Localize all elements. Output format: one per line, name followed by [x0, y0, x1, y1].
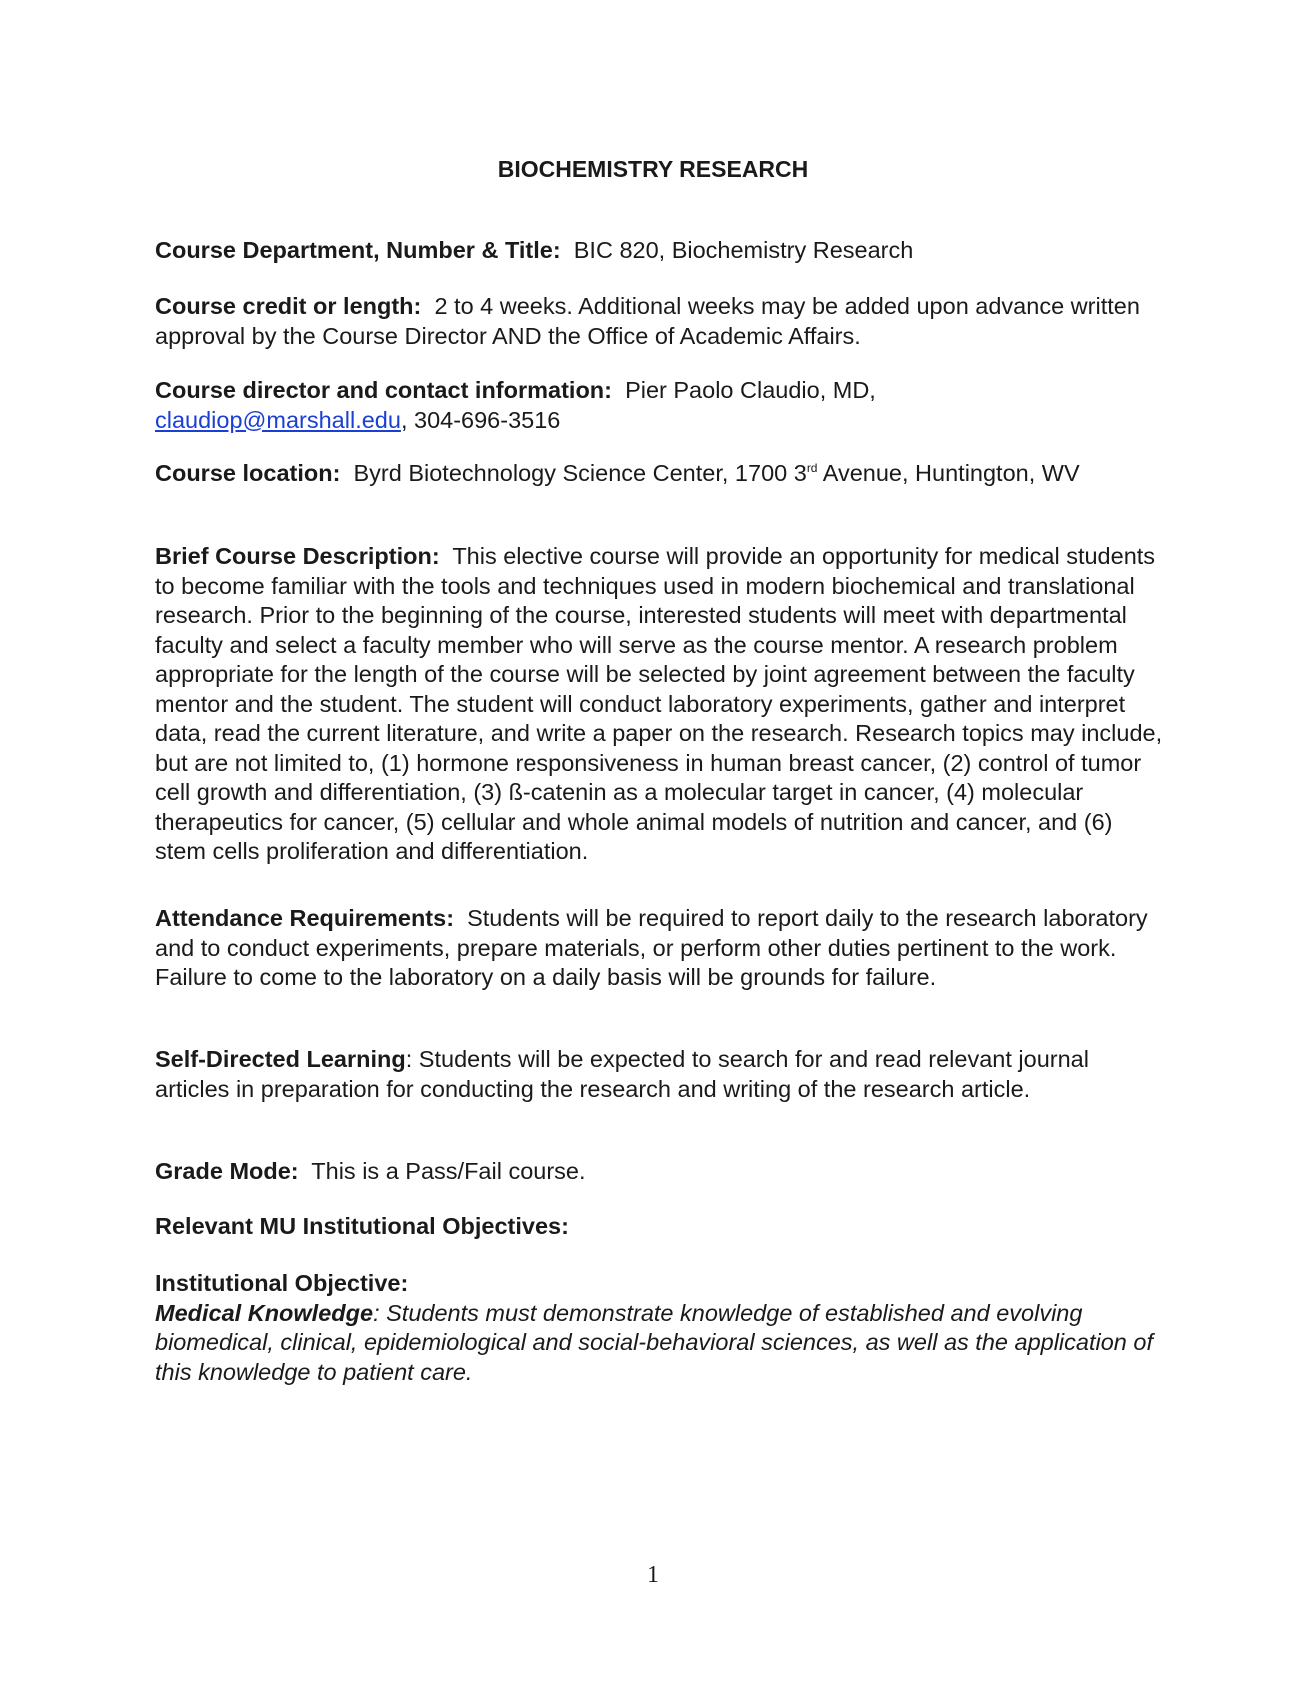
director-section — [155, 376, 1165, 435]
objective-value: : Students must demonstrate knowledge of established and evolving biomedical, clinical, epidemiological and social-behavioral sciences, as well as the application of this knowledge to patient care. — [155, 1299, 1153, 1385]
credit-label: Course credit or length: — [155, 293, 422, 319]
location-label: Course location: — [155, 460, 341, 486]
grade-mode-section — [155, 1157, 1165, 1187]
director-label: Course director and contact information: — [155, 377, 612, 403]
director-name: Pier Paolo Claudio, MD, — [625, 377, 876, 403]
objective-label: Medical Knowledge — [155, 1299, 374, 1326]
objectives-heading: Relevant MU Institutional Objectives: — [155, 1213, 569, 1239]
director-phone: , 304-696-3516 — [400, 406, 561, 433]
document-title: BIOCHEMISTRY RESEARCH — [497, 156, 809, 182]
objective-section — [155, 1269, 1165, 1387]
location-section — [155, 459, 1165, 489]
credit-section — [155, 292, 1165, 351]
self-directed-label: Self-Directed Learning — [155, 1046, 406, 1072]
page-number: 1 — [647, 1562, 659, 1588]
grade-mode-value: This is a Pass/Fail course. — [311, 1158, 586, 1184]
location-value-end: Avenue, Huntington, WV — [817, 460, 1080, 486]
director-email-link[interactable]: claudiop@marshall.edu — [155, 406, 401, 433]
attendance-section — [155, 904, 1165, 993]
location-superscript: rd — [806, 461, 818, 476]
course-title-value: BIC 820, Biochemistry Research — [573, 237, 914, 263]
course-title-section — [155, 236, 1165, 266]
credit-value: 2 to 4 weeks. Additional weeks may be added upon advance written approval by the Course Director AND the Office of Academic Affairs. — [155, 293, 1140, 349]
grade-mode-label: Grade Mode: — [155, 1158, 299, 1184]
description-label: Brief Course Description: — [155, 543, 440, 569]
objective-heading: Institutional Objective: — [155, 1270, 409, 1296]
self-directed-section — [155, 1045, 1165, 1104]
description-section — [155, 542, 1165, 867]
self-directed-value: : Students will be expected to search for and read relevant journal articles in preparation for conducting the research and writing of the research article. — [155, 1046, 1089, 1102]
attendance-value: Students will be required to report daily to the research laboratory and to conduct experiments, prepare materials, or perform other duties pertinent to the work. Failure to come to the laboratory on a daily basis will be grounds for failure. — [155, 905, 1148, 990]
course-title-label: Course Department, Number & Title: — [155, 237, 561, 263]
location-value-start: Byrd Biotechnology Science Center, 1700 3 — [353, 460, 807, 486]
description-value: This elective course will provide an opportunity for medical students to become familiar with the tools and techniques used in modern biochemical and translational research. Prior to the beginning of the course, interested students will meet with departmental faculty and select a faculty member who will serve as the course mentor. A research problem appropriate for the length of the course will be selected by joint agreement between the faculty mentor and the student. The student will conduct laboratory experiments, gather and interpret data, read the current literature, and write a paper on the research. Research topics may include, but are not limited to, (1) hormone responsiveness in human breast cancer, (2) control of tumor cell growth and differentiation, (3) ß-catenin as a molecular target in cancer, (4) molecular therapeutics for cancer, (5) cellular and whole animal models of nutrition and cancer, and (6) stem cells proliferation and differentiation. — [155, 543, 1163, 864]
attendance-label: Attendance Requirements: — [155, 905, 455, 931]
